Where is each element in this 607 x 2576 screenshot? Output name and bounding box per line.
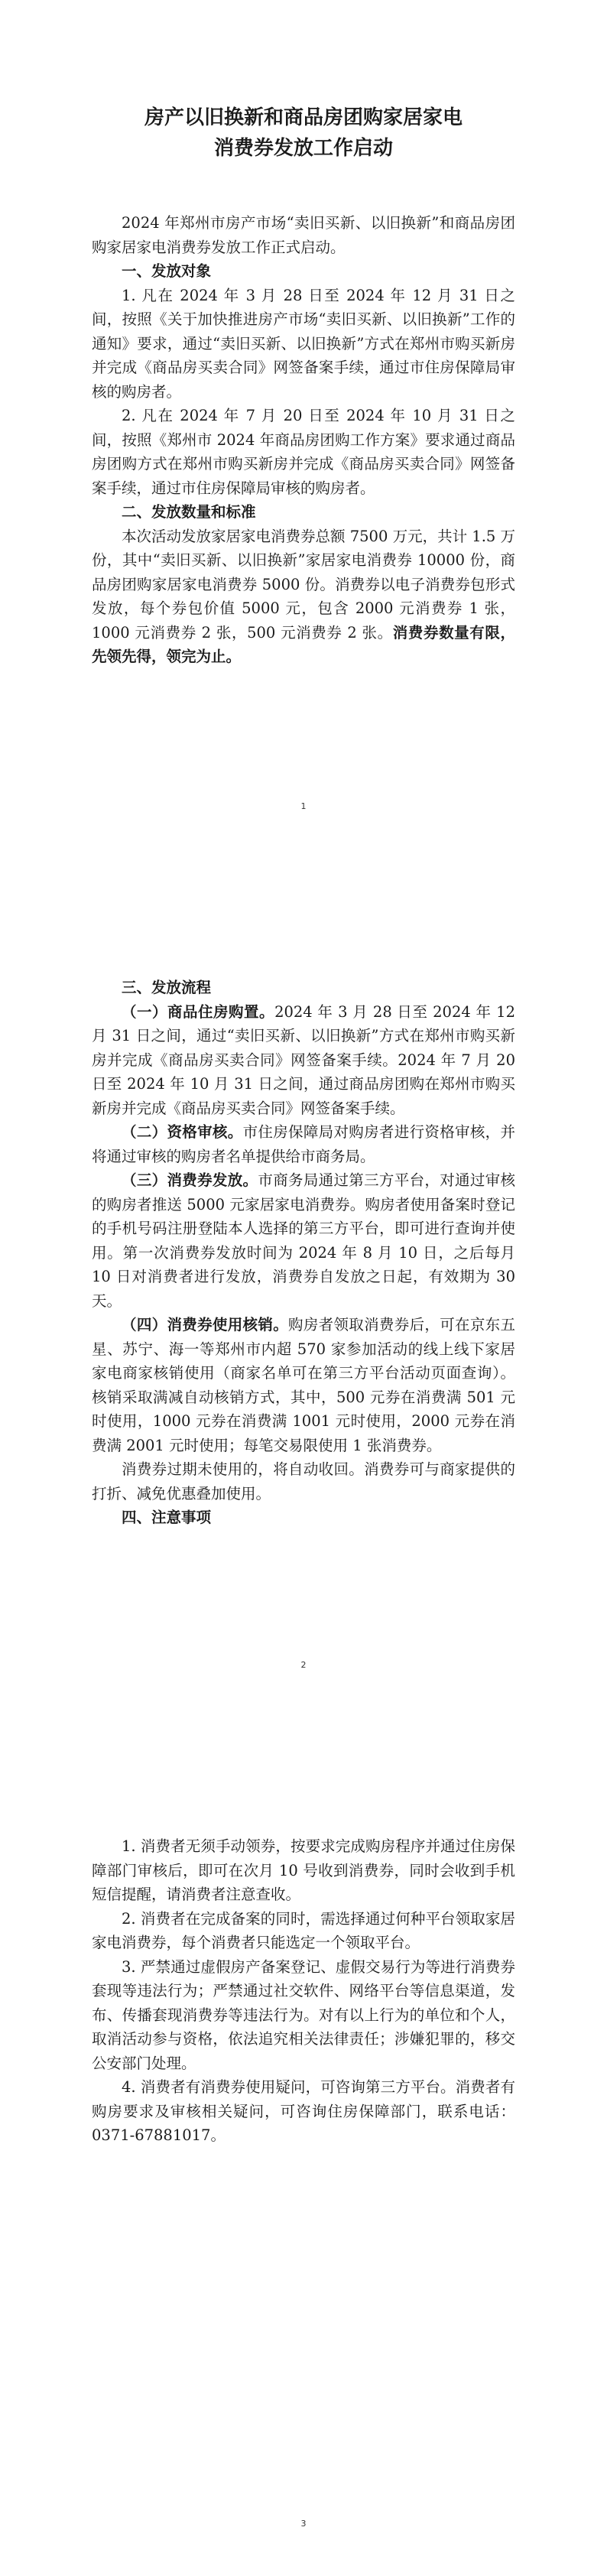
page-number-2: 2 [300,1660,307,1670]
section-1-item-2: 2. 凡在 2024 年 7 月 20 日至 2024 年 10 月 31 日之间，按照《郑州市 2024 年商品房团购工作方案》要求通过商品房团购方式在郑州市购买新房并完成《商品房买卖合同》网签备案手续，通过市住房保障局审核的购房者。 [92,407,515,497]
page-3-content [92,1834,515,2148]
section-4-item-2: 2. 消费者在完成备案的同时，需选择通过何种平台领取家居家电消费券，每个消费者只能选定一个领取平台。 [92,1909,515,1951]
section-4-item-3: 3. 严禁通过虚假房产备案登记、虚假交易行为等进行消费券套现等违法行为；严禁通过社交软件、网络平台等信息渠道，发布、传播套现消费券等违法行为。对有以上行为的单位和个人，取消活动参与资格，依法追究相关法律责任；涉嫌犯罪的，移交公安部门处理。 [92,1957,515,2072]
page-1 [0,0,607,859]
intro-paragraph: 2024 年郑州市房产市场“卖旧买新、以旧换新”和商品房团购家居家电消费券发放工作正式启动。 [92,214,515,256]
step-4-text: 购房者领取消费券后，可在京东五星、苏宁、海一等郑州市内超 570 家参加活动的线上线下家居家电商家核销使用（商家名单可在第三方平台活动页面查询）。核销采取满减自动核销方式，其中，500 元券在消费满 501 元时使用，1000 元券在消费满 1001 元时使用，2000 元券在消费满 2001 元时使用；每笔交易限使用 1 张消费券。 [92,1316,515,1454]
section-3-step-2 [92,1120,515,1168]
section-3-note: 消费券过期未使用的，将自动收回。消费券可与商家提供的打折、减免优惠叠加使用。 [92,1460,515,1502]
section-2-heading: 二、发放数量和标准 [122,503,256,521]
section-4-item-1: 1. 消费者无须手动领券，按要求完成购房程序并通过住房保障部门审核后，即可在次月 10 号收到消费券，同时会收到手机短信提醒，请消费者注意查收。 [92,1837,515,1903]
step-2-text: 市住房保障局对购房者进行资格审核，并将通过审核的购房者名单提供给市商务局。 [92,1123,515,1165]
page-number-1: 1 [300,801,307,811]
page-3 [0,1717,607,2576]
section-4-heading: 四、注意事项 [122,1509,212,1526]
document-title [92,102,515,164]
section-3-step-4 [92,1313,515,1457]
step-3-label: （三）消费券发放。 [122,1171,258,1189]
page-2-content [92,976,515,1530]
step-4-label: （四）消费券使用核销。 [122,1316,289,1333]
section-1-item-1: 1. 凡在 2024 年 3 月 28 日至 2024 年 12 月 31 日之间，按照《关于加快推进房产市场“卖旧买新、以旧换新”工作的通知》要求，通过“卖旧买新、以旧换新”方式在郑州市购买新房并完成《商品房买卖合同》网签备案手续，通过市住房保障局审核的购房者。 [92,286,515,401]
step-3-text: 市商务局通过第三方平台，对通过审核的购房者推送 5000 元家居家电消费券。购房者使用备案时登记的手机号码注册登陆本人选择的第三方平台，即可进行查询并使用。第一次消费券发放时间为 2024 年 8 月 10 日，之后每月 10 日对消费者进行发放，消费券自发放之日起，有效期为 30 天。 [92,1171,515,1310]
section-3-heading: 三、发放流程 [122,979,212,996]
step-2-label: （二）资格审核。 [122,1123,243,1141]
page-number-3: 3 [300,2519,307,2529]
title-line-2: 消费券发放工作启动 [213,137,393,160]
step-1-text: 2024 年 3 月 28 日至 2024 年 12 月 31 日之间，通过“卖旧买新、以旧换新”方式在郑州市购买新房并完成《商品房买卖合同》网签备案手续。2024 年 7 月 20 日至 2024 年 10 月 31 日之间，通过商品房团购在郑州市购买新房并完成《商品房买卖合同》网签备案手续。 [92,1002,515,1117]
section-1-heading: 一、发放对象 [122,262,212,280]
section-3-step-1 [92,1000,515,1121]
section-3-step-3 [92,1168,515,1313]
step-1-label: （一）商品住房购置。 [122,1002,275,1021]
page-1-content [92,102,515,669]
section-2-paragraph [92,525,515,669]
title-line-1: 房产以旧换新和商品房团购家居家电 [144,106,463,129]
page-2 [0,859,607,1717]
section-2-text: 本次活动发放家居家电消费券总额 7500 万元，共计 1.5 万份，其中“卖旧买新、以旧换新”家居家电消费券 10000 份，商品房团购家居家电消费券 5000 份。消费券以电子消费券包形式发放，每个券包价值 5000 元，包含 2000 元消费券 1 张，1000 元消费券 2 张，500 元消费券 2 张。 [92,527,515,642]
section-4-item-4: 4. 消费者有消费券使用疑问，可咨询第三方平台。消费者有购房要求及审核相关疑问，可咨询住房保障部门，联系电话：0371-67881017。 [92,2078,515,2144]
section-2-bold-notice: 消费券数量有限，先领先得，领完为止。 [92,623,515,665]
